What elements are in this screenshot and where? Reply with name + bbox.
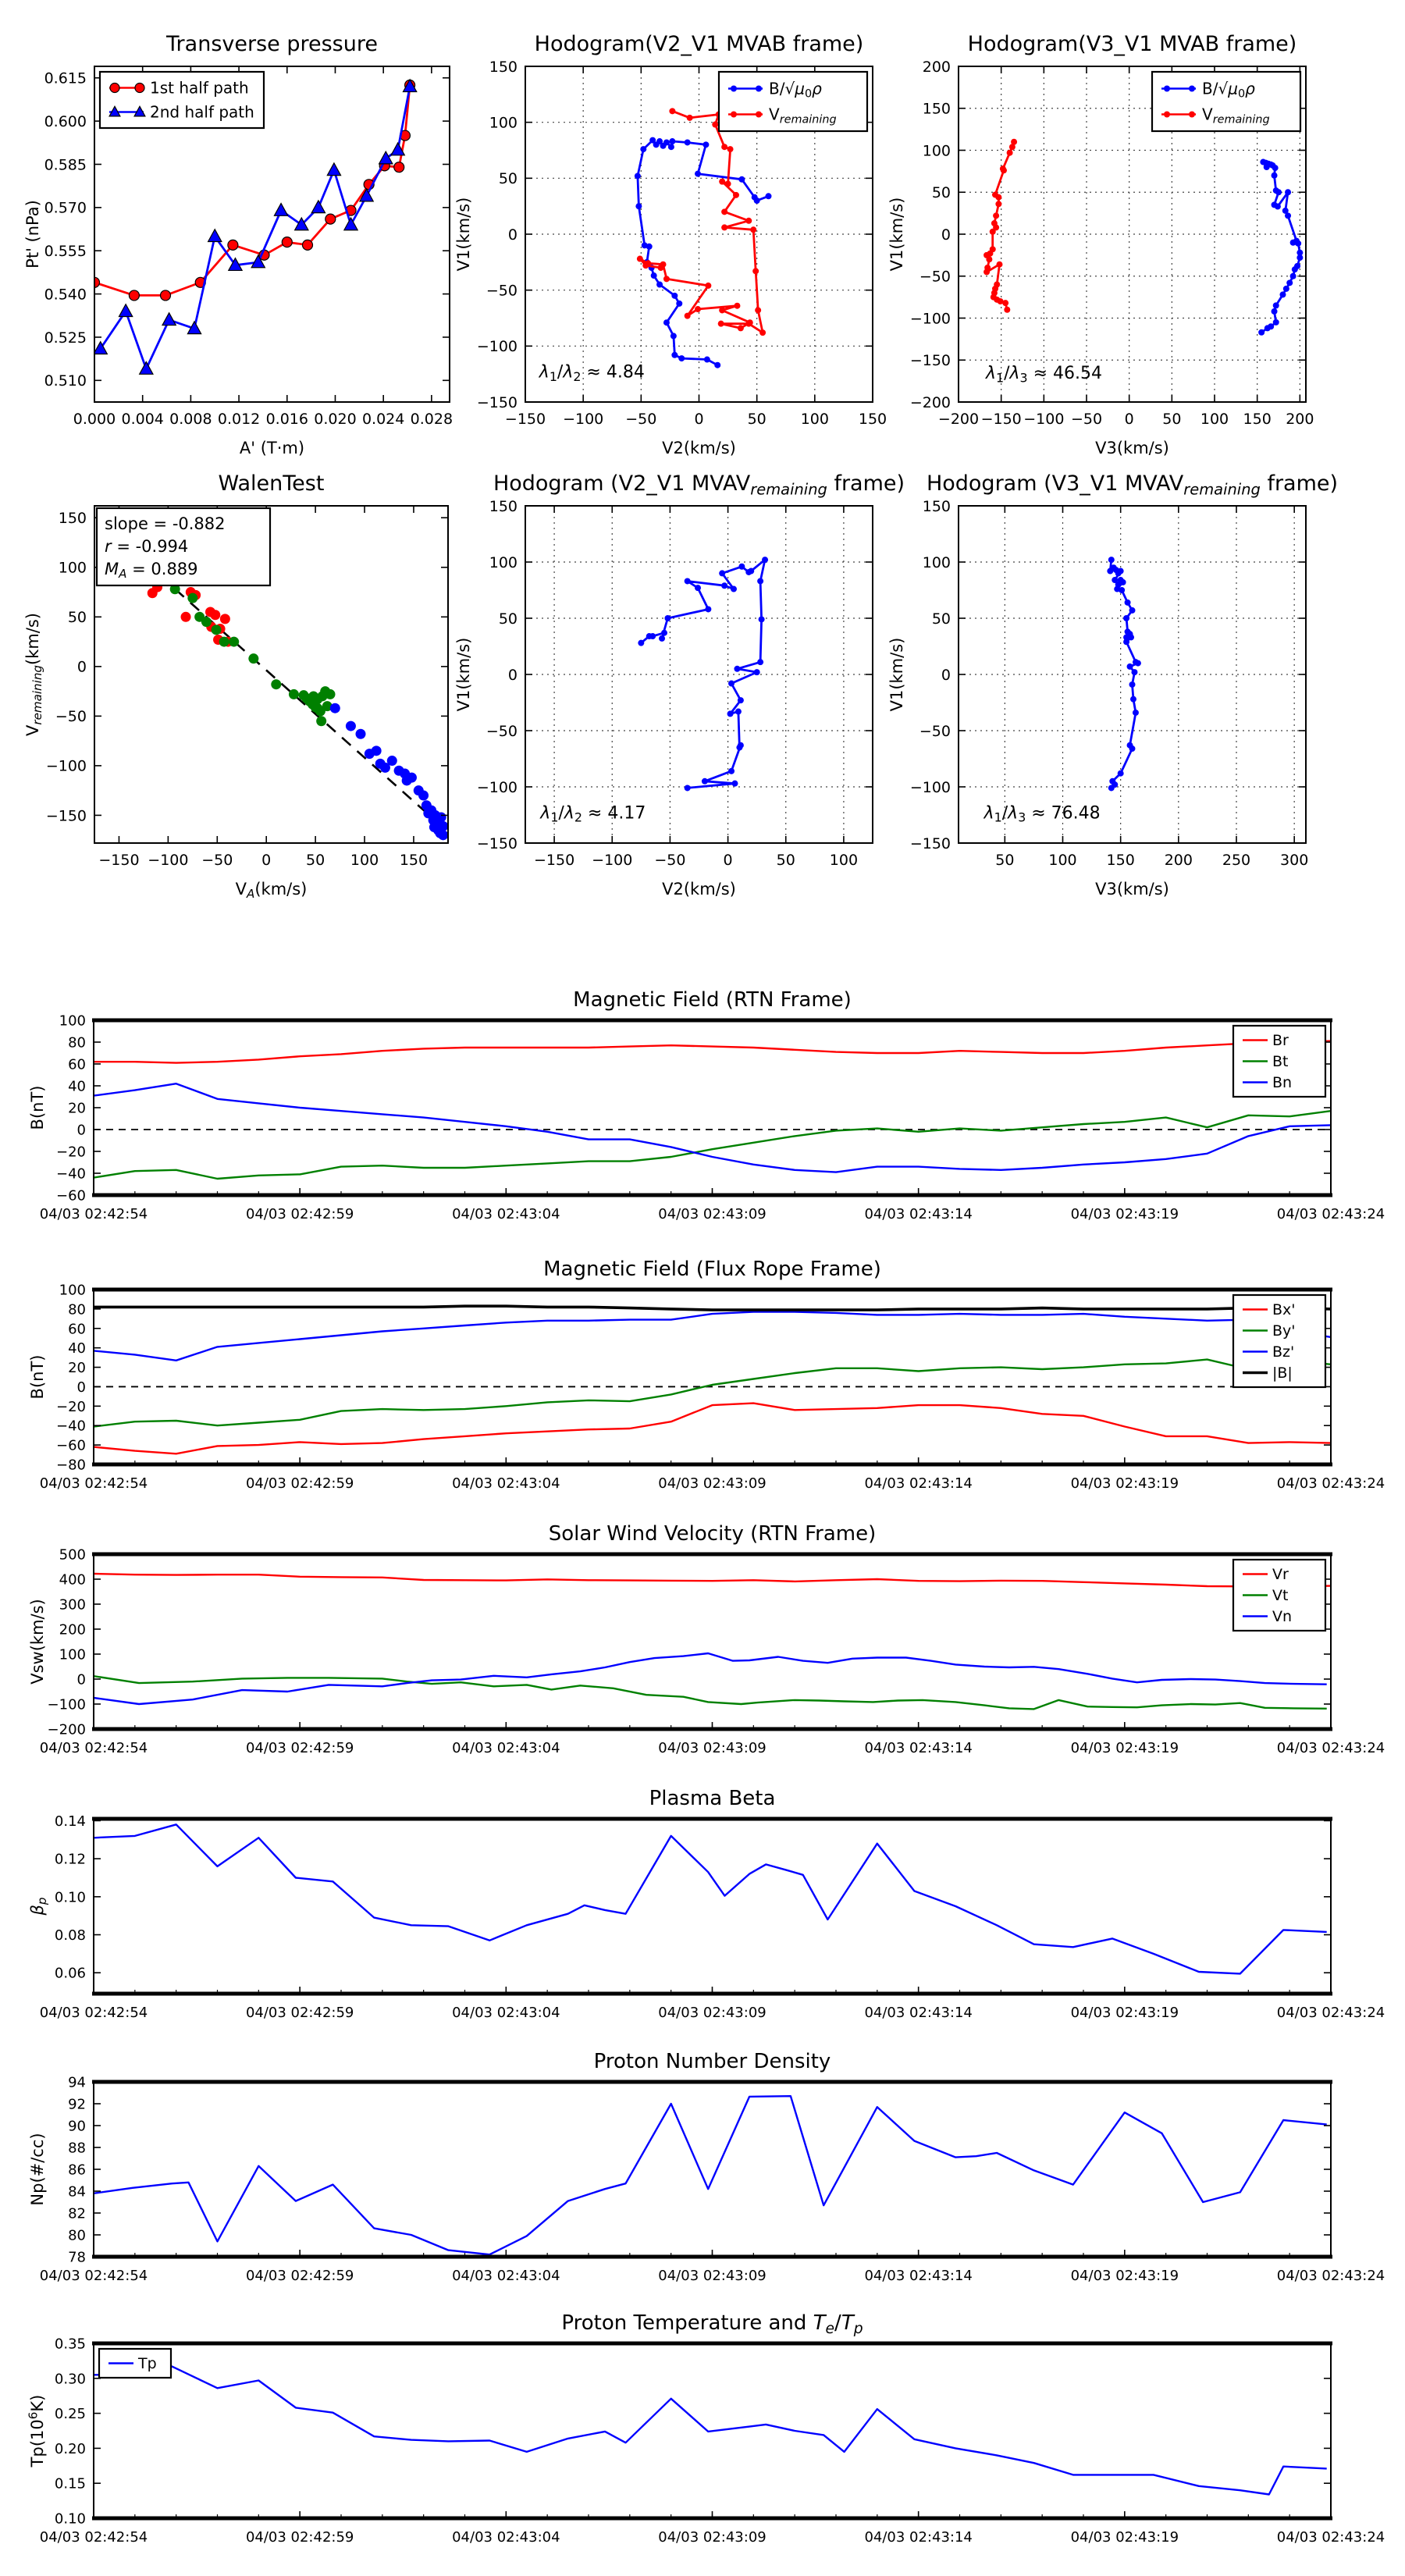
- svg-text:0.540: 0.540: [44, 286, 87, 304]
- svg-text:04/03 02:43:14: 04/03 02:43:14: [864, 2529, 973, 2546]
- svg-text:100: 100: [58, 559, 87, 577]
- svg-text:0.004: 0.004: [121, 411, 164, 428]
- svg-text:0.10: 0.10: [54, 2510, 86, 2528]
- svg-text:150: 150: [489, 497, 518, 515]
- svg-text:0: 0: [507, 666, 518, 684]
- svg-text:04/03 02:43:19: 04/03 02:43:19: [1070, 1740, 1179, 1756]
- svg-text:0.25: 0.25: [54, 2406, 86, 2423]
- svg-text:94: 94: [68, 2074, 86, 2091]
- svg-text:−100: −100: [47, 1696, 86, 1713]
- svg-text:82: 82: [68, 2205, 86, 2222]
- svg-text:150: 150: [922, 497, 951, 515]
- svg-text:04/03 02:42:59: 04/03 02:42:59: [245, 2268, 354, 2284]
- svg-text:04/03 02:43:14: 04/03 02:43:14: [864, 1740, 973, 1756]
- svg-text:0.20: 0.20: [54, 2440, 86, 2457]
- svg-text:Bz': Bz': [1272, 1343, 1295, 1361]
- chart-hodogram-v3v1-mvab: [870, 20, 1405, 497]
- svg-text:−50: −50: [625, 411, 657, 428]
- svg-text:V3(km/s): V3(km/s): [1095, 880, 1169, 898]
- svg-text:50: 50: [67, 609, 87, 627]
- svg-text:V3(km/s): V3(km/s): [1095, 439, 1169, 457]
- svg-text:r = -0.994: r = -0.994: [105, 537, 189, 556]
- svg-text:50: 50: [931, 610, 951, 628]
- chart-magnetic-field-flux-rope: [16, 1247, 1405, 1517]
- svg-text:−50: −50: [919, 722, 951, 740]
- svg-text:80: 80: [68, 1301, 86, 1318]
- svg-text:Proton Number Density: Proton Number Density: [593, 2050, 831, 2073]
- svg-text:Tp: Tp: [138, 2354, 157, 2372]
- svg-text:Magnetic Field (RTN Frame): Magnetic Field (RTN Frame): [573, 988, 852, 1012]
- svg-text:Bt: Bt: [1272, 1052, 1289, 1070]
- svg-text:04/03 02:43:19: 04/03 02:43:19: [1070, 1475, 1179, 1492]
- svg-text:50: 50: [498, 170, 518, 188]
- chart-solar-wind-velocity: [16, 1512, 1405, 1781]
- svg-text:−20: −20: [56, 1398, 86, 1415]
- svg-text:0: 0: [76, 658, 87, 676]
- svg-text:150: 150: [1243, 411, 1272, 428]
- svg-text:200: 200: [1164, 852, 1193, 869]
- svg-text:Proton Temperature and Te/Tp: Proton Temperature and $T_e/T_p$: [561, 2311, 863, 2338]
- svg-text:V1(km/s): V1(km/s): [887, 637, 906, 712]
- svg-text:WalenTest: WalenTest: [218, 471, 325, 496]
- svg-text:Pt' (nPa): Pt' (nPa): [23, 200, 42, 269]
- svg-text:78: 78: [68, 2249, 86, 2266]
- svg-text:100: 100: [350, 852, 379, 869]
- svg-text:0.15: 0.15: [54, 2475, 86, 2492]
- svg-text:0.06: 0.06: [54, 1965, 86, 1982]
- svg-text:04/03 02:43:19: 04/03 02:43:19: [1070, 2005, 1179, 2021]
- svg-text:By': By': [1272, 1322, 1296, 1340]
- svg-text:1st half path: 1st half path: [150, 78, 249, 98]
- svg-text:−150: −150: [98, 852, 140, 869]
- svg-text:100: 100: [922, 142, 951, 160]
- svg-text:−100: −100: [476, 338, 518, 356]
- svg-text:150: 150: [922, 100, 951, 118]
- chart-hodogram-v2v1-mvab: [437, 20, 944, 497]
- svg-text:MA = 0.889: $M_A = 0.889$: [105, 560, 198, 582]
- svg-text:50: 50: [995, 852, 1015, 869]
- svg-text:90: 90: [68, 2118, 86, 2135]
- svg-text:100: 100: [1200, 411, 1229, 428]
- svg-text:0: 0: [941, 226, 951, 244]
- svg-text:04/03 02:42:54: 04/03 02:42:54: [39, 1206, 148, 1222]
- svg-text:300: 300: [59, 1596, 86, 1614]
- svg-text:04/03 02:42:59: 04/03 02:42:59: [245, 2529, 354, 2546]
- svg-text:100: 100: [922, 553, 951, 571]
- chart-proton-temperature: [16, 2301, 1405, 2576]
- svg-text:300: 300: [1280, 852, 1309, 869]
- svg-text:0.08: 0.08: [54, 1927, 86, 1944]
- svg-text:04/03 02:42:54: 04/03 02:42:54: [39, 1475, 148, 1492]
- svg-text:−150: −150: [980, 411, 1022, 428]
- svg-text:0.600: 0.600: [44, 112, 87, 130]
- svg-text:04/03 02:43:19: 04/03 02:43:19: [1070, 2529, 1179, 2546]
- svg-text:−40: −40: [56, 1165, 86, 1183]
- svg-text:0.14: 0.14: [54, 1813, 86, 1830]
- svg-text:Plasma Beta: Plasma Beta: [649, 1787, 776, 1810]
- svg-text:04/03 02:43:09: 04/03 02:43:09: [658, 2268, 767, 2284]
- svg-text:Hodogram (V2_V1 MVAVremaining: Hodogram (V2_V1 $MVAV_{remaining}$ frame): [493, 471, 905, 499]
- svg-text:04/03 02:43:24: 04/03 02:43:24: [1276, 2005, 1385, 2021]
- svg-text:04/03 02:43:09: 04/03 02:43:09: [658, 2005, 767, 2021]
- svg-text:04/03 02:43:14: 04/03 02:43:14: [864, 2268, 973, 2284]
- svg-text:Vsw(km/s): Vsw(km/s): [28, 1599, 47, 1685]
- svg-text:−200: −200: [937, 411, 980, 428]
- svg-text:04/03 02:42:59: 04/03 02:42:59: [245, 1475, 354, 1492]
- svg-text:100: 100: [59, 1012, 86, 1030]
- svg-text:B/√μ0ρ: $B/√\mu_0\rho$: [769, 79, 822, 101]
- svg-text:0: 0: [941, 666, 951, 684]
- svg-text:−150: −150: [476, 393, 518, 411]
- svg-text:04/03 02:43:04: 04/03 02:43:04: [452, 2268, 560, 2284]
- svg-text:−100: −100: [592, 852, 633, 869]
- svg-text:400: 400: [59, 1571, 86, 1589]
- svg-text:04/03 02:43:24: 04/03 02:43:24: [1276, 1475, 1385, 1492]
- svg-text:−100: −100: [476, 778, 518, 796]
- svg-text:λ1/λ2 ≈ 4.17: $\lambda_1/\lambda_2 \approx 4.17$: [540, 803, 646, 825]
- svg-text:250: 250: [1222, 852, 1251, 869]
- svg-text:λ1/λ3 ≈ 76.48: $\lambda_1/\lambda_3 \approx 76.48$: [984, 803, 1101, 825]
- svg-text:A' (T·m): A' (T·m): [239, 439, 305, 457]
- svg-text:100: 100: [59, 1282, 86, 1299]
- svg-text:86: 86: [68, 2161, 86, 2179]
- svg-text:λ1/λ3 ≈ 46.54: $\lambda_1/\lambda_3 \approx 46.54$: [985, 363, 1103, 386]
- svg-text:Hodogram (V3_V1 MVAVremaining: Hodogram (V3_V1 $MVAV_{remaining}$ frame): [926, 471, 1339, 499]
- svg-text:−100: −100: [909, 310, 951, 328]
- svg-text:84: 84: [68, 2183, 86, 2201]
- svg-text:04/03 02:43:24: 04/03 02:43:24: [1276, 1206, 1385, 1222]
- chart-magnetic-field-rtn: [16, 978, 1405, 1247]
- svg-text:Bn: Bn: [1272, 1073, 1293, 1091]
- svg-text:Br: Br: [1272, 1031, 1289, 1049]
- svg-text:−50: −50: [486, 722, 518, 740]
- svg-text:−150: −150: [45, 807, 87, 825]
- svg-text:0: 0: [694, 411, 704, 428]
- svg-text:VA(km/s): $V_A(km/s)$: [235, 880, 308, 902]
- svg-text:0.555: 0.555: [44, 243, 87, 261]
- svg-text:−150: −150: [533, 852, 575, 869]
- svg-text:Solar Wind Velocity (RTN Frame: Solar Wind Velocity (RTN Frame): [548, 1522, 877, 1546]
- svg-text:04/03 02:42:54: 04/03 02:42:54: [39, 2005, 148, 2021]
- svg-text:B(nT): B(nT): [28, 1085, 47, 1130]
- svg-text:50: 50: [776, 852, 795, 869]
- svg-text:0.12: 0.12: [54, 1851, 86, 1868]
- svg-text:−100: −100: [1023, 411, 1065, 428]
- svg-text:150: 150: [489, 58, 518, 76]
- svg-text:Tp(106K): $Tp(10^6K)$: [26, 2394, 47, 2467]
- svg-text:−50: −50: [1070, 411, 1103, 428]
- svg-text:04/03 02:43:14: 04/03 02:43:14: [864, 1475, 973, 1492]
- svg-text:0.028: 0.028: [410, 411, 454, 428]
- svg-text:50: 50: [747, 411, 767, 428]
- svg-text:80: 80: [68, 2227, 86, 2244]
- svg-text:−50: −50: [55, 708, 87, 726]
- svg-text:150: 150: [858, 411, 887, 428]
- svg-text:04/03 02:43:24: 04/03 02:43:24: [1276, 2268, 1385, 2284]
- svg-text:20: 20: [68, 1360, 86, 1377]
- svg-text:V2(km/s): V2(km/s): [662, 439, 736, 457]
- chart-plasma-beta: [16, 1777, 1405, 2046]
- svg-text:−60: −60: [56, 1187, 86, 1204]
- svg-text:0: 0: [76, 1671, 86, 1688]
- svg-text:20: 20: [68, 1100, 86, 1117]
- svg-text:500: 500: [59, 1546, 86, 1564]
- svg-text:88: 88: [68, 2140, 86, 2157]
- svg-text:04/03 02:43:04: 04/03 02:43:04: [452, 1206, 560, 1222]
- svg-text:−100: −100: [45, 757, 87, 775]
- svg-text:04/03 02:43:24: 04/03 02:43:24: [1276, 2529, 1385, 2546]
- svg-text:04/03 02:43:04: 04/03 02:43:04: [452, 2529, 560, 2546]
- svg-text:V1(km/s): V1(km/s): [454, 637, 473, 712]
- chart-hodogram-v3v1-mvav: [870, 459, 1405, 937]
- svg-text:50: 50: [1162, 411, 1182, 428]
- svg-text:100: 100: [489, 553, 518, 571]
- svg-text:−50: −50: [486, 282, 518, 300]
- svg-text:0.570: 0.570: [44, 199, 87, 217]
- svg-text:Hodogram(V3_V1 MVAB frame): Hodogram(V3_V1 MVAB frame): [967, 32, 1297, 56]
- svg-text:−200: −200: [909, 393, 951, 411]
- svg-text:0: 0: [261, 852, 272, 869]
- svg-text:50: 50: [306, 852, 325, 869]
- svg-text:Vt: Vt: [1272, 1586, 1289, 1604]
- chart-proton-number-density: [16, 2040, 1405, 2309]
- svg-text:04/03 02:42:59: 04/03 02:42:59: [245, 1740, 354, 1756]
- svg-text:Magnetic Field (Flux Rope Fram: Magnetic Field (Flux Rope Frame): [543, 1258, 881, 1281]
- svg-text:04/03 02:43:24: 04/03 02:43:24: [1276, 1740, 1385, 1756]
- svg-text:100: 100: [489, 114, 518, 132]
- svg-text:0.615: 0.615: [44, 69, 87, 87]
- svg-text:−20: −20: [56, 1144, 86, 1161]
- svg-text:−150: −150: [909, 352, 951, 370]
- svg-text:0.024: 0.024: [361, 411, 405, 428]
- svg-text:04/03 02:43:14: 04/03 02:43:14: [864, 1206, 973, 1222]
- svg-text:80: 80: [68, 1034, 86, 1051]
- svg-text:04/03 02:42:54: 04/03 02:42:54: [39, 2529, 148, 2546]
- svg-text:04/03 02:43:09: 04/03 02:43:09: [658, 1206, 767, 1222]
- svg-text:0.510: 0.510: [44, 372, 87, 390]
- svg-text:04/03 02:43:04: 04/03 02:43:04: [452, 1475, 560, 1492]
- chart-hodogram-v2v1-mvav: [437, 459, 944, 937]
- svg-text:0.35: 0.35: [54, 2336, 86, 2353]
- svg-text:04/03 02:43:09: 04/03 02:43:09: [658, 1475, 767, 1492]
- svg-text:04/03 02:43:04: 04/03 02:43:04: [452, 1740, 560, 1756]
- svg-text:−150: −150: [504, 411, 546, 428]
- svg-text:0.016: 0.016: [265, 411, 308, 428]
- svg-text:slope = -0.882: slope = -0.882: [105, 514, 226, 533]
- svg-text:Vremaining(km/s): $V_{remaining}(km/s)$: [23, 612, 45, 737]
- svg-text:B(nT): B(nT): [28, 1354, 47, 1400]
- svg-text:Transverse pressure: Transverse pressure: [166, 32, 378, 56]
- svg-text:−50: −50: [201, 852, 233, 869]
- svg-text:Vr: Vr: [1272, 1565, 1289, 1583]
- svg-text:−60: −60: [56, 1437, 86, 1454]
- svg-text:−100: −100: [148, 852, 189, 869]
- svg-text:−40: −40: [56, 1418, 86, 1435]
- svg-text:100: 100: [59, 1646, 86, 1663]
- svg-text:−200: −200: [47, 1721, 86, 1738]
- svg-text:0.525: 0.525: [44, 329, 87, 347]
- svg-text:λ1/λ2 ≈ 4.84: $\lambda_1/\lambda_2 \approx 4.84$: [539, 362, 645, 384]
- svg-text:60: 60: [68, 1056, 86, 1073]
- svg-text:B/√μ0ρ: $B/√\mu_0\rho$: [1202, 79, 1255, 101]
- svg-text:0: 0: [507, 226, 518, 244]
- svg-text:|B|: |B|: [1272, 1364, 1293, 1382]
- svg-text:04/03 02:42:54: 04/03 02:42:54: [39, 2268, 148, 2284]
- svg-text:V2(km/s): V2(km/s): [662, 880, 736, 898]
- svg-text:200: 200: [59, 1621, 86, 1638]
- svg-text:150: 150: [1106, 852, 1135, 869]
- svg-text:0: 0: [76, 1122, 86, 1139]
- svg-text:0.012: 0.012: [217, 411, 261, 428]
- svg-text:50: 50: [498, 610, 518, 628]
- svg-text:0: 0: [1124, 411, 1134, 428]
- svg-text:Vremaining: $V_{remaining}$: [1202, 105, 1270, 126]
- svg-text:150: 150: [399, 852, 429, 869]
- svg-text:Hodogram(V2_V1 MVAB frame): Hodogram(V2_V1 MVAB frame): [534, 32, 864, 56]
- svg-text:04/03 02:43:19: 04/03 02:43:19: [1070, 1206, 1179, 1222]
- svg-text:04/03 02:42:54: 04/03 02:42:54: [39, 1740, 148, 1756]
- svg-text:Vremaining: $V_{remaining}$: [769, 105, 837, 126]
- svg-text:200: 200: [1286, 411, 1314, 428]
- svg-text:βp: $\beta_p$: [28, 1897, 50, 1916]
- svg-text:04/03 02:42:59: 04/03 02:42:59: [245, 1206, 354, 1222]
- svg-text:100: 100: [800, 411, 829, 428]
- svg-text:0.10: 0.10: [54, 1889, 86, 1906]
- svg-text:04/03 02:43:19: 04/03 02:43:19: [1070, 2268, 1179, 2284]
- svg-text:V1(km/s): V1(km/s): [887, 197, 906, 272]
- svg-text:0: 0: [723, 852, 733, 869]
- svg-text:Vn: Vn: [1272, 1607, 1293, 1625]
- svg-text:04/03 02:43:14: 04/03 02:43:14: [864, 2005, 973, 2021]
- svg-text:0.585: 0.585: [44, 156, 87, 174]
- svg-text:Np(#/cc): Np(#/cc): [28, 2133, 47, 2206]
- svg-text:40: 40: [68, 1340, 86, 1357]
- svg-text:04/03 02:42:59: 04/03 02:42:59: [245, 2005, 354, 2021]
- svg-text:−150: −150: [909, 834, 951, 852]
- svg-text:0.020: 0.020: [314, 411, 357, 428]
- svg-text:200: 200: [922, 58, 951, 76]
- svg-text:V1(km/s): V1(km/s): [454, 197, 473, 272]
- svg-text:100: 100: [829, 852, 859, 869]
- svg-text:04/03 02:43:09: 04/03 02:43:09: [658, 1740, 767, 1756]
- svg-text:40: 40: [68, 1078, 86, 1095]
- svg-text:60: 60: [68, 1321, 86, 1338]
- svg-text:0.008: 0.008: [169, 411, 212, 428]
- svg-text:Bx': Bx': [1272, 1300, 1296, 1318]
- svg-text:−100: −100: [563, 411, 604, 428]
- svg-text:100: 100: [1048, 852, 1077, 869]
- svg-text:−150: −150: [476, 834, 518, 852]
- svg-text:92: 92: [68, 2096, 86, 2113]
- svg-text:−100: −100: [909, 778, 951, 796]
- svg-text:2nd half path: 2nd half path: [150, 102, 254, 122]
- svg-text:04/03 02:43:09: 04/03 02:43:09: [658, 2529, 767, 2546]
- svg-text:−50: −50: [919, 268, 951, 286]
- svg-text:0.000: 0.000: [73, 411, 116, 428]
- svg-text:−50: −50: [654, 852, 686, 869]
- svg-text:−80: −80: [56, 1457, 86, 1474]
- svg-text:50: 50: [931, 184, 951, 202]
- svg-text:0: 0: [76, 1379, 86, 1396]
- svg-text:04/03 02:43:04: 04/03 02:43:04: [452, 2005, 560, 2021]
- svg-text:150: 150: [58, 510, 87, 528]
- svg-text:0.30: 0.30: [54, 2371, 86, 2388]
